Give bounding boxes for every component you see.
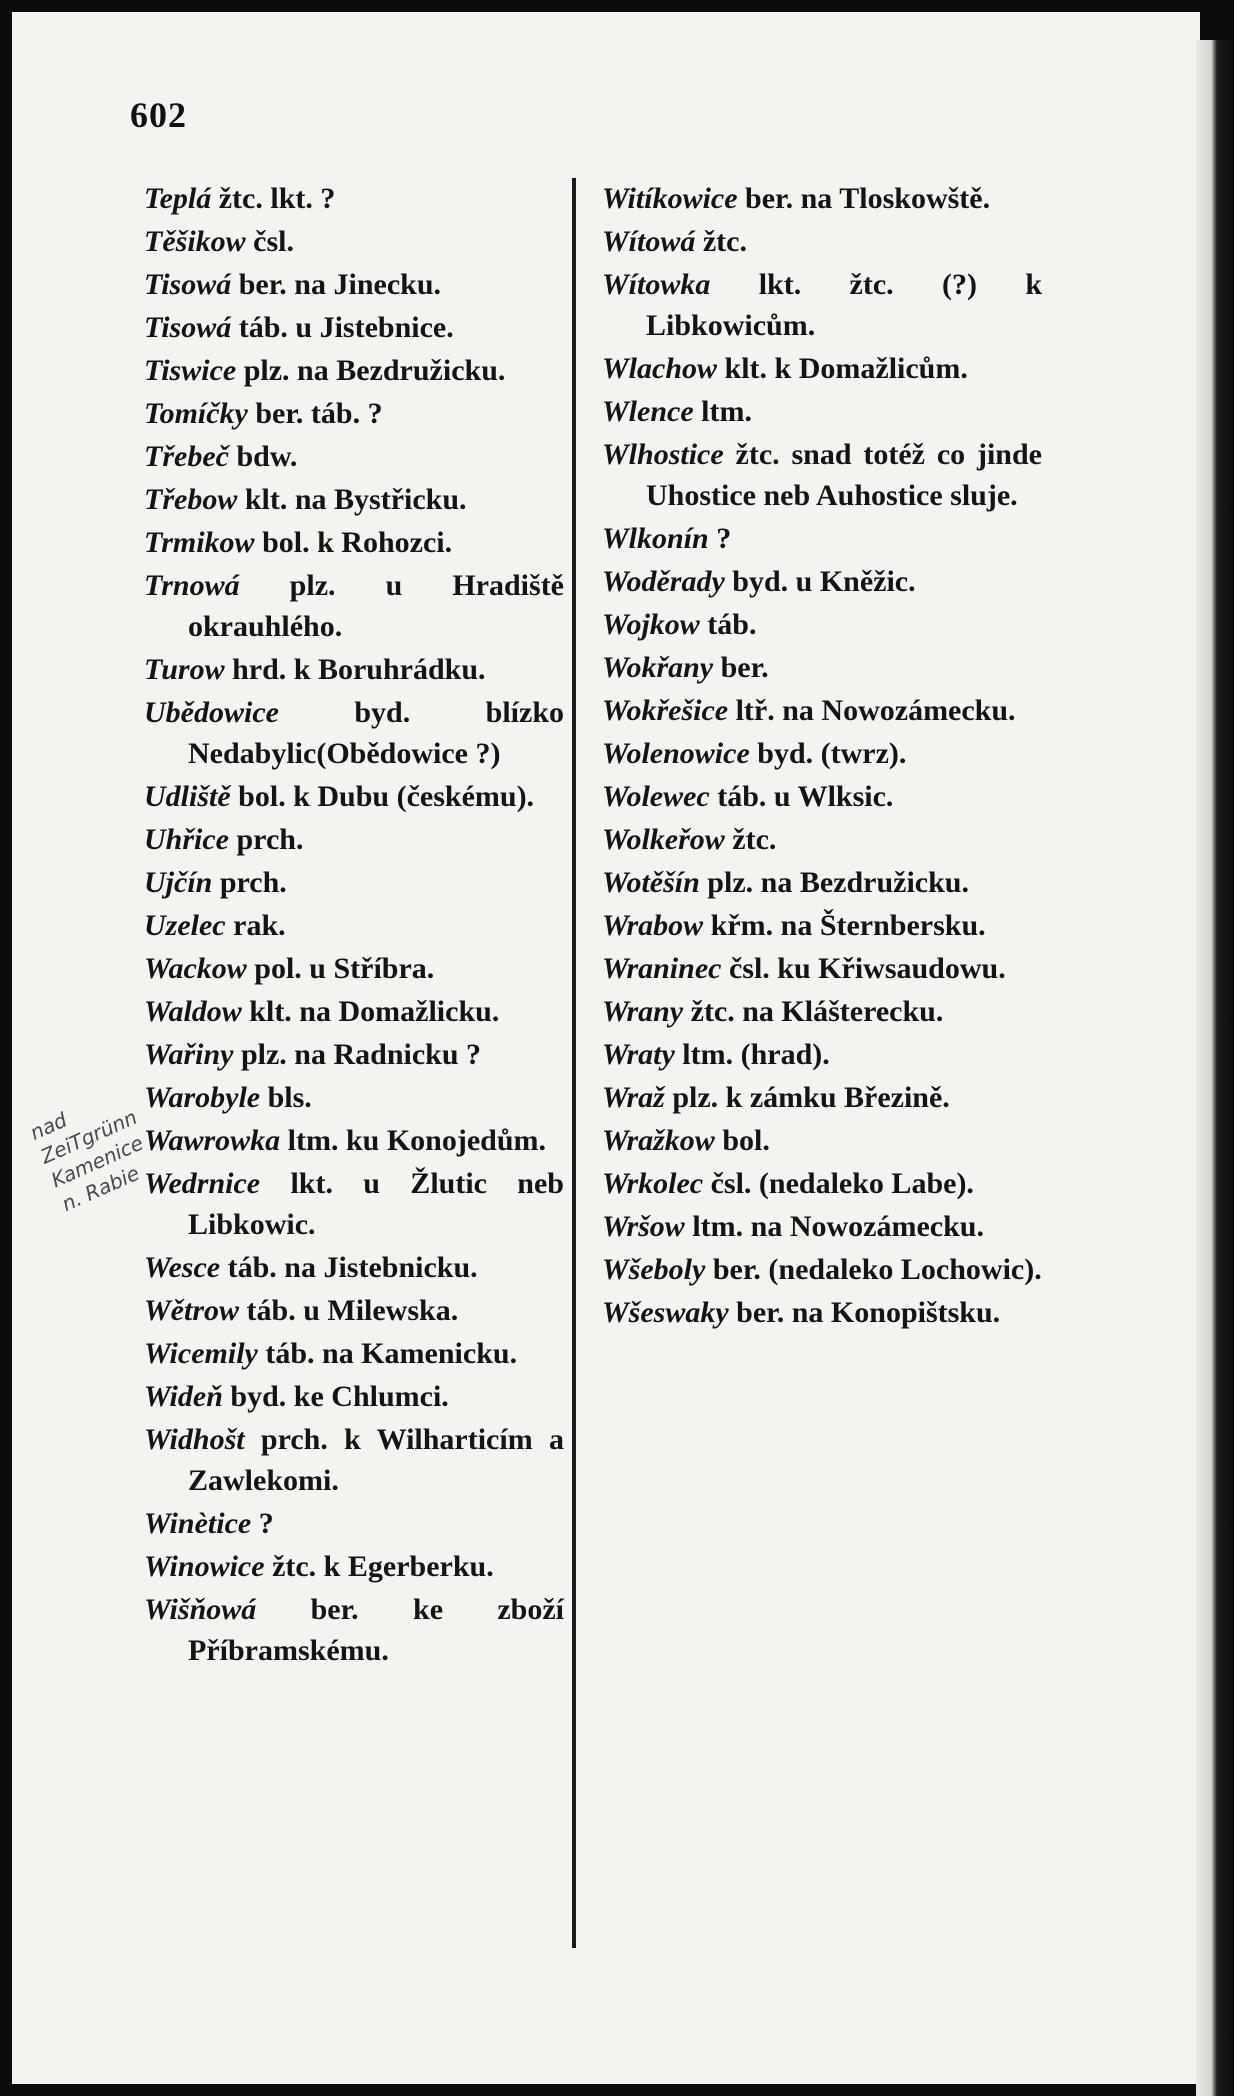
entry [144,819,564,860]
entry-text: ber. (nedaleko Lochowic). [712,1253,1042,1286]
entry-headword: Wesce [144,1251,221,1284]
entry [144,948,564,989]
entry-text: lkt. u Žlutic neb Libkowic. [188,1167,564,1241]
entry-text: ber. ke zboží Příbramskému. [188,1593,564,1667]
entry-headword: Wolkeřow [602,823,725,856]
book-page [12,12,1200,2084]
entry-headword: Ubědowice [144,696,279,729]
entry-text: plz. na Bezdružicku. [707,866,969,899]
entry-headword: Wrkolec [602,1167,704,1200]
entry-text: žtc. snad totéž co jinde Uhostice neb Auhostice sluje. [646,438,1042,512]
entry [602,178,1042,219]
entry [602,905,1042,946]
entry [144,565,564,647]
entry-text: ltm. (hrad). [682,1038,830,1071]
entry [144,862,564,903]
entry-headword: Wítowá [602,225,696,258]
entry-headword: Wraž [602,1081,665,1114]
entry-text: ltm. na Nowozámecku. [692,1210,984,1243]
entry-headword: Wrany [602,995,684,1028]
entry-headword: Trnowá [144,569,240,602]
entry [602,776,1042,817]
entry [602,819,1042,860]
entry [602,1120,1042,1161]
entry-text: ber. na Tloskowště. [745,182,991,215]
entry [144,1120,564,1161]
right-column [602,178,1042,1335]
handwritten-margin-note: nad ZeiTgrünn Kamenice n. Rabie [26,1104,147,1217]
entry-headword: Wlhostice [602,438,724,471]
entry-text: ltř. na Nowozámecku. [735,694,1016,727]
entry-text: bls. [267,1081,312,1114]
entry-text: křm. na Šternbersku. [710,909,986,942]
entry-headword: Wackow [144,952,247,985]
entry-text: plz. k zámku Březině. [672,1081,950,1114]
entry-text: klt. na Domažlicku. [249,995,500,1028]
entry-headword: Tisowá [144,311,232,344]
entry-headword: Wedrnice [144,1167,261,1200]
entry-headword: Wotěšín [602,866,700,899]
entry-headword: Wlachow [602,352,718,385]
entry-text: byd. ke Chlumci. [230,1380,449,1413]
entry-text: ? [716,522,732,555]
entry-headword: Wišňowá [144,1593,257,1626]
entry-headword: Widhošt [144,1423,245,1456]
entry [602,391,1042,432]
entry-headword: Wojkow [602,608,700,641]
entry [144,1163,564,1245]
entry-headword: Ujčín [144,866,213,899]
entry [144,1034,564,1075]
entry-text: prch. k Wilharticím a Zawlekomi. [188,1423,565,1497]
entry [602,991,1042,1032]
entry-headword: Warobyle [144,1081,261,1114]
entry-headword: Wraty [602,1038,675,1071]
entry-headword: Winètice [144,1507,252,1540]
entry-headword: Teplá [144,182,212,215]
entry-text: žtc. [732,823,777,856]
entry-headword: Wraninec [602,952,722,985]
entry-headword: Wařiny [144,1038,234,1071]
entry [602,948,1042,989]
entry-headword: Wrabow [602,909,704,942]
entry-text: ltm. ku Konojedům. [287,1124,547,1157]
entry [602,1249,1042,1290]
entry [602,561,1042,602]
entry [144,649,564,690]
entry-headword: Wolewec [602,780,710,813]
entry-text: táb. u Wlksic. [717,780,894,813]
entry [602,221,1042,262]
entry-headword: Wokřany [602,651,714,684]
page-number: 602 [130,95,187,135]
entry [602,1292,1042,1333]
entry [602,690,1042,731]
entry-headword: Trmikow [144,526,255,559]
entry-headword: Wětrow [144,1294,240,1327]
entry-text: byd. (twrz). [757,737,907,770]
entry [144,991,564,1032]
entry-headword: Wawrowka [144,1124,281,1157]
entry-headword: Wolenowice [602,737,750,770]
entry [144,1589,564,1671]
entry-text: ltm. [701,395,752,428]
entry [144,221,564,262]
entry-headword: Udliště [144,780,231,813]
page-edge-shadow [1196,40,1234,2096]
entry [602,1077,1042,1118]
entry-text: ber. na Jinecku. [238,268,441,301]
entry-text: táb. u Milewska. [246,1294,459,1327]
entry-text: čsl. ku Křiwsaudowu. [728,952,1006,985]
left-column [144,178,564,1673]
entry-text: čsl. [253,225,294,258]
entry-text: ber. táb. ? [255,397,383,430]
entry-text: žtc. lkt. ? [218,182,336,215]
entry [144,905,564,946]
entry [144,1247,564,1288]
entry [144,479,564,520]
entry-text: plz. na Bezdružicku. [243,354,506,387]
entry-text: žtc. [702,225,747,258]
entry [144,436,564,477]
entry-headword: Wicemily [144,1337,258,1370]
entry [602,434,1042,516]
entry-headword: Wšeboly [602,1253,706,1286]
entry-text: pol. u Stříbra. [254,952,435,985]
entry-headword: Tiswice [144,354,237,387]
entry-headword: Wražkow [602,1124,715,1157]
entry-text: žtc. na Klášterecku. [690,995,944,1028]
entry-headword: Wokřešice [602,694,729,727]
entry [144,264,564,305]
entry [144,1290,564,1331]
entry [144,1419,564,1501]
entry-text: bol. k Dubu (českému). [238,780,535,813]
entry-text: táb. [707,608,757,641]
entry-text: žtc. k Egerberku. [272,1550,494,1583]
entry-headword: Waldow [144,995,242,1028]
entry-text: rak. [233,909,286,942]
entry-text: táb. u Jistebnice. [238,311,454,344]
entry-text: ber. na Konopištsku. [736,1296,1001,1329]
entry-text: ber. [720,651,769,684]
entry-headword: Tisowá [144,268,232,301]
entry [602,647,1042,688]
entry [144,307,564,348]
entry-headword: Wlkonín [602,522,709,555]
entry-text: plz. u Hradiště okrauhlého. [188,569,564,643]
entry-headword: Wítowka [602,268,711,301]
entry [144,522,564,563]
entry-headword: Turow [144,653,225,686]
entry-headword: Uhřice [144,823,229,856]
entry-headword: Witíkowice [602,182,738,215]
entry-text: bdw. [236,440,298,473]
entry [602,1034,1042,1075]
entry [602,264,1042,346]
entry [144,776,564,817]
entry-headword: Uzelec [144,909,226,942]
entry [144,178,564,219]
entry [602,733,1042,774]
entry [144,1503,564,1544]
entry [144,1376,564,1417]
entry [602,1206,1042,1247]
entry [602,518,1042,559]
entry-headword: Těšikow [144,225,246,258]
entry [144,1077,564,1118]
entry-text: byd. u Kněžic. [732,565,916,598]
entry-text: plz. na Radnicku ? [240,1038,482,1071]
entry-text: bol. k Rohozci. [262,526,453,559]
entry-text: lkt. žtc. (?) k Libkowicům. [646,268,1043,342]
entry-headword: Wlence [602,395,694,428]
entry-text: táb. na Kamenicku. [265,1337,518,1370]
entry-headword: Třebeč [144,440,229,473]
entry-text: hrd. k Boruhrádku. [232,653,486,686]
entry-headword: Třebow [144,483,238,516]
entry [602,862,1042,903]
entry-text: klt. k Domažlicům. [724,352,968,385]
entry [144,393,564,434]
entry-text: byd. blízko Nedabylic(Obědowice ?) [188,696,564,770]
entry-headword: Woděrady [602,565,725,598]
entry-text: prch. [236,823,304,856]
entry-text: ? [258,1507,274,1540]
entry-headword: Tomíčky [144,397,248,430]
entry [144,1333,564,1374]
entry-text: táb. na Jistebnicku. [227,1251,478,1284]
entry-headword: Wršow [602,1210,685,1243]
entry [602,1163,1042,1204]
entry [144,350,564,391]
entry-headword: Wšeswaky [602,1296,729,1329]
entry-text: čsl. (nedaleko Labe). [710,1167,974,1200]
entry [144,1546,564,1587]
entry [602,604,1042,645]
entry [602,348,1042,389]
entry-text: prch. [219,866,287,899]
entry-text: klt. na Bystřicku. [244,483,467,516]
entry-headword: Winowice [144,1550,265,1583]
entry-headword: Wideň [144,1380,223,1413]
entry-text: bol. [722,1124,770,1157]
entry [144,692,564,774]
column-divider [572,178,576,1948]
